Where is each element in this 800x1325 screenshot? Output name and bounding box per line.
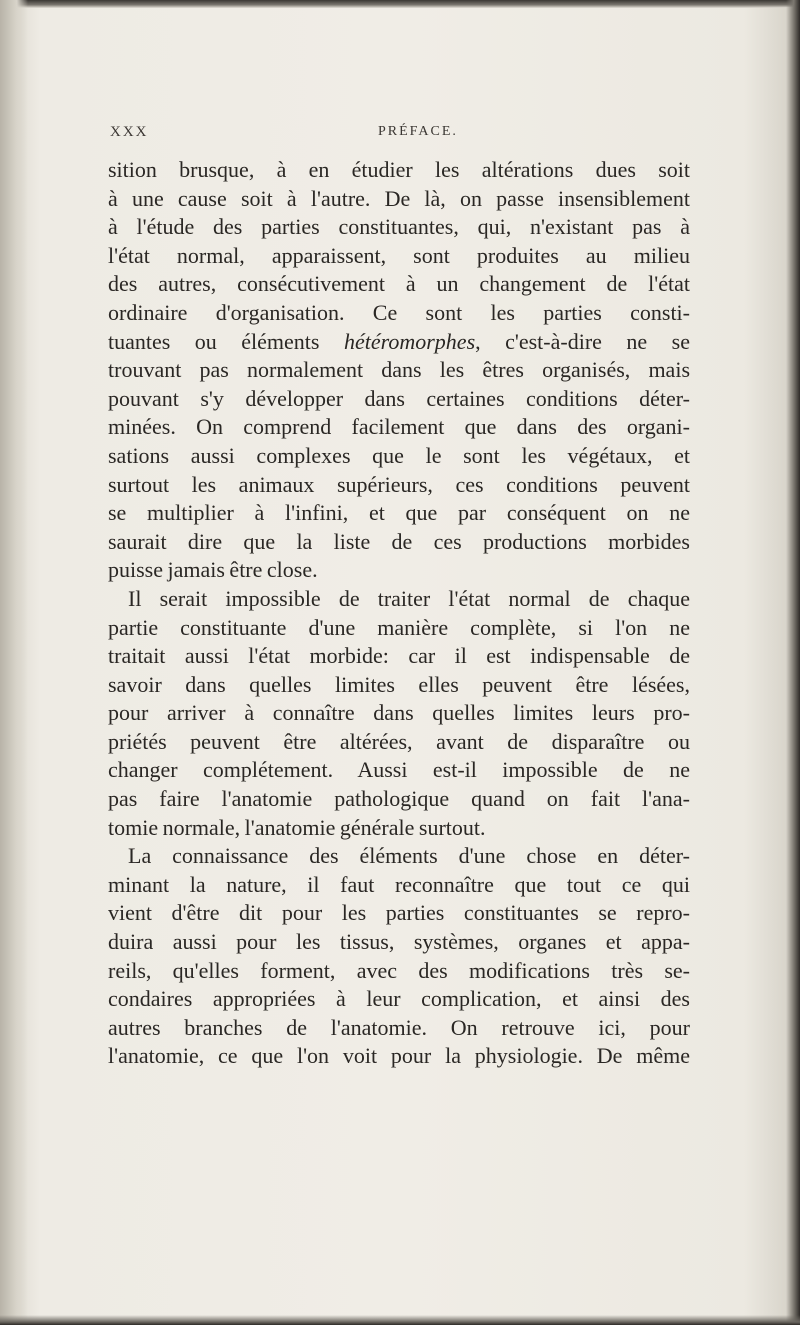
text-line: pouvant s'y développer dans certaines conditions déter- — [108, 385, 690, 411]
text-line: changer complétement. Aussi est-il impossible de ne — [108, 757, 690, 783]
text-line: se multiplier à l'infini, et que par conséquent on ne — [108, 500, 690, 526]
page-bottom-edge — [0, 1315, 800, 1325]
page-top-edge — [0, 0, 800, 8]
text-line: sations aussi complexes que le sont les végétaux, et — [108, 442, 690, 468]
text-line: trouvant pas normalement dans les êtres organisés, mais — [108, 357, 690, 383]
page-number: XXX — [110, 124, 149, 140]
text-line: Il serait impossible de traiter l'état normal de chaque — [128, 585, 690, 611]
text-line: duira aussi pour les tissus, systèmes, organes et appa- — [108, 929, 690, 955]
page-right-edge — [786, 0, 800, 1325]
page-header — [110, 124, 690, 148]
text-line: autres branches de l'anatomie. On retrouve ici, pour — [108, 1014, 690, 1040]
text-line: pour arriver à connaître dans quelles limites leurs pro- — [108, 700, 690, 726]
body-text — [108, 156, 690, 1071]
text-line: minant la nature, il faut reconnaître que tout ce qui — [108, 871, 690, 897]
text-line: ordinaire d'organisation. Ce sont les parties consti- — [108, 299, 690, 325]
text-line: l'anatomie, ce que l'on voit pour la physiologie. De même — [108, 1043, 690, 1069]
text-line: partie constituante d'une manière complète, si l'on ne — [108, 614, 690, 640]
text-line: priétés peuvent être altérées, avant de disparaître ou — [108, 728, 690, 754]
text-line: puisse jamais être close. — [108, 557, 318, 583]
text-line: surtout les animaux supérieurs, ces conditions peuvent — [108, 471, 690, 497]
running-head: PRÉFACE. — [378, 124, 458, 139]
page-gutter-shadow — [0, 0, 28, 1325]
text-line: à une cause soit à l'autre. De là, on passe insensiblement — [108, 185, 690, 211]
text-line: tomie normale, l'anatomie générale surtout. — [108, 814, 486, 840]
text-line: vient d'être dit pour les parties constituantes se repro- — [108, 900, 690, 926]
text-line: tuantes ou éléments hétéromorphes, c'est-à-dire ne se — [108, 328, 690, 354]
text-line: reils, qu'elles forment, avec des modifications très se- — [108, 957, 690, 983]
text-line: traitait aussi l'état morbide: car il est indispensable de — [108, 643, 690, 669]
text-line: pas faire l'anatomie pathologique quand on fait l'ana- — [108, 786, 690, 812]
text-line: condaires appropriées à leur complication, et ainsi des — [108, 986, 690, 1012]
text-line: saurait dire que la liste de ces productions morbides — [108, 528, 690, 554]
text-line: à l'étude des parties constituantes, qui, n'existant pas à — [108, 214, 690, 240]
text-line: sition brusque, à en étudier les altérations dues soit — [108, 157, 690, 182]
text-line: l'état normal, apparaissent, sont produites au milieu — [108, 242, 690, 268]
text-line: minées. On comprend facilement que dans des organi- — [108, 414, 690, 440]
text-line: savoir dans quelles limites elles peuvent être lésées, — [108, 671, 690, 697]
text-line: des autres, consécutivement à un changement de l'état — [108, 271, 690, 297]
text-line: La connaissance des éléments d'une chose en déter- — [128, 843, 690, 869]
